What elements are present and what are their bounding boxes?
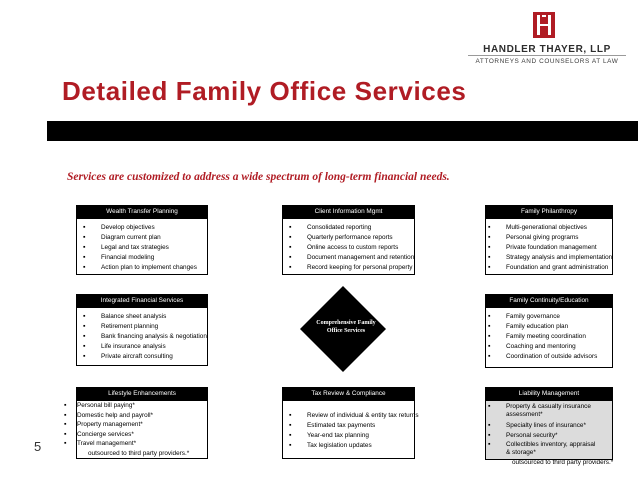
list-item: ▪ Review of individual & entity tax returns (287, 411, 412, 421)
list-item: ▪ Life insurance analysis (81, 342, 205, 352)
center-label-line2: Office Services (326, 328, 366, 334)
list-item: ▪ Develop objectives (81, 223, 205, 233)
list-item: ▪ Tax legislation updates (287, 441, 412, 451)
list-item: ▪ Collectibles inventory, appraisal & storage* (486, 441, 598, 457)
list-item: ▪ Personal security* (486, 431, 610, 441)
firm-divider (468, 55, 626, 56)
wealth-transfer-box (76, 205, 208, 275)
list-item: ▪ Action plan to implement changes (81, 263, 205, 273)
list-item: ▪ Domestic help and payroll* (64, 411, 189, 421)
page-subtitle: Services are customized to address a wide spectrum of long-term financial needs. (67, 171, 450, 183)
outsourced-note: outsourced to third party providers.* (88, 449, 190, 457)
box-header: Integrated Financial Services (77, 295, 207, 308)
list-item: ▪ Document management and retention (287, 253, 412, 263)
center-label (306, 319, 386, 335)
list-item: ▪ Specialty lines of insurance* (486, 421, 610, 431)
liability-box (485, 387, 614, 466)
box-header: Client Information Mgmt (283, 206, 414, 219)
integrated-financial-box (76, 294, 208, 366)
list-item: ▪ Year-end tax planning (287, 431, 412, 441)
title-bar (47, 121, 638, 141)
list-item: ▪ Online access to custom reports (287, 243, 412, 253)
list-item: ▪ Retirement planning (81, 322, 205, 332)
box-header: Liability Management (486, 388, 612, 401)
list-item: ▪ Foundation and grant administration (486, 263, 610, 273)
list-item: ▪ Diagram current plan (81, 233, 205, 243)
list-item: ▪ Personal bill paying* (64, 401, 189, 411)
lifestyle-list (64, 401, 189, 458)
outsourced-note: outsourced to third party providers.* (512, 459, 614, 466)
list-item: ▪ Private foundation management (486, 243, 610, 253)
page-number: 5 (34, 439, 42, 454)
firm-tagline: ATTORNEYS AND COUNSELORS AT LAW (475, 58, 619, 65)
list-item: ▪ Concierge services* (64, 430, 189, 440)
list-item: ▪ Travel management* (64, 439, 189, 449)
page-title: Detailed Family Office Services (62, 76, 467, 106)
list-item: ▪ Property & casualty insurance assessment* (486, 403, 592, 419)
tax-review-box (282, 387, 419, 459)
family-philanthropy-box (485, 205, 613, 275)
box-header: Family Continuity/Education (486, 295, 612, 308)
box-header: Family Philanthropy (486, 206, 612, 219)
list-item: ▪ Strategy analysis and implementation (486, 253, 610, 263)
client-information-box (282, 205, 415, 275)
liability-body (486, 401, 614, 466)
family-continuity-box (485, 294, 613, 368)
box-header: Tax Review & Compliance (283, 388, 414, 401)
firm-logo (533, 12, 555, 38)
list-item: ▪ Family education plan (486, 322, 610, 332)
list-item: ▪ Quarterly performance reports (287, 233, 412, 243)
list-item: ▪ Record keeping for personal property (287, 263, 412, 273)
list-item: ▪ Consolidated reporting (287, 223, 412, 233)
list-item: ▪ Private aircraft consulting (81, 352, 205, 362)
list-item: ▪ Multi-generational objectives (486, 223, 610, 233)
box-header: Lifestyle Enhancements (77, 388, 207, 401)
list-item: ▪ Personal giving programs (486, 233, 610, 243)
list-item: ▪ Family meeting coordination (486, 332, 610, 342)
box-header: Wealth Transfer Planning (77, 206, 207, 219)
center-label-line1: Comprehensive Family (316, 320, 376, 326)
list-item: ▪ Family governance (486, 312, 610, 322)
list-item: ▪ Financial modeling (81, 253, 205, 263)
list-item: ▪ Property management* (64, 420, 189, 430)
list-item: ▪ Estimated tax payments (287, 421, 412, 431)
list-item: ▪ Legal and tax strategies (81, 243, 205, 253)
list-item: ▪ Bank financing analysis & negotiation (81, 332, 205, 342)
list-item: ▪ Coaching and mentoring (486, 342, 610, 352)
firm-name: HANDLER THAYER, LLP (483, 44, 611, 55)
list-item: ▪ Balance sheet analysis (81, 312, 205, 322)
list-item: ▪ Coordination of outside advisors (486, 352, 610, 362)
